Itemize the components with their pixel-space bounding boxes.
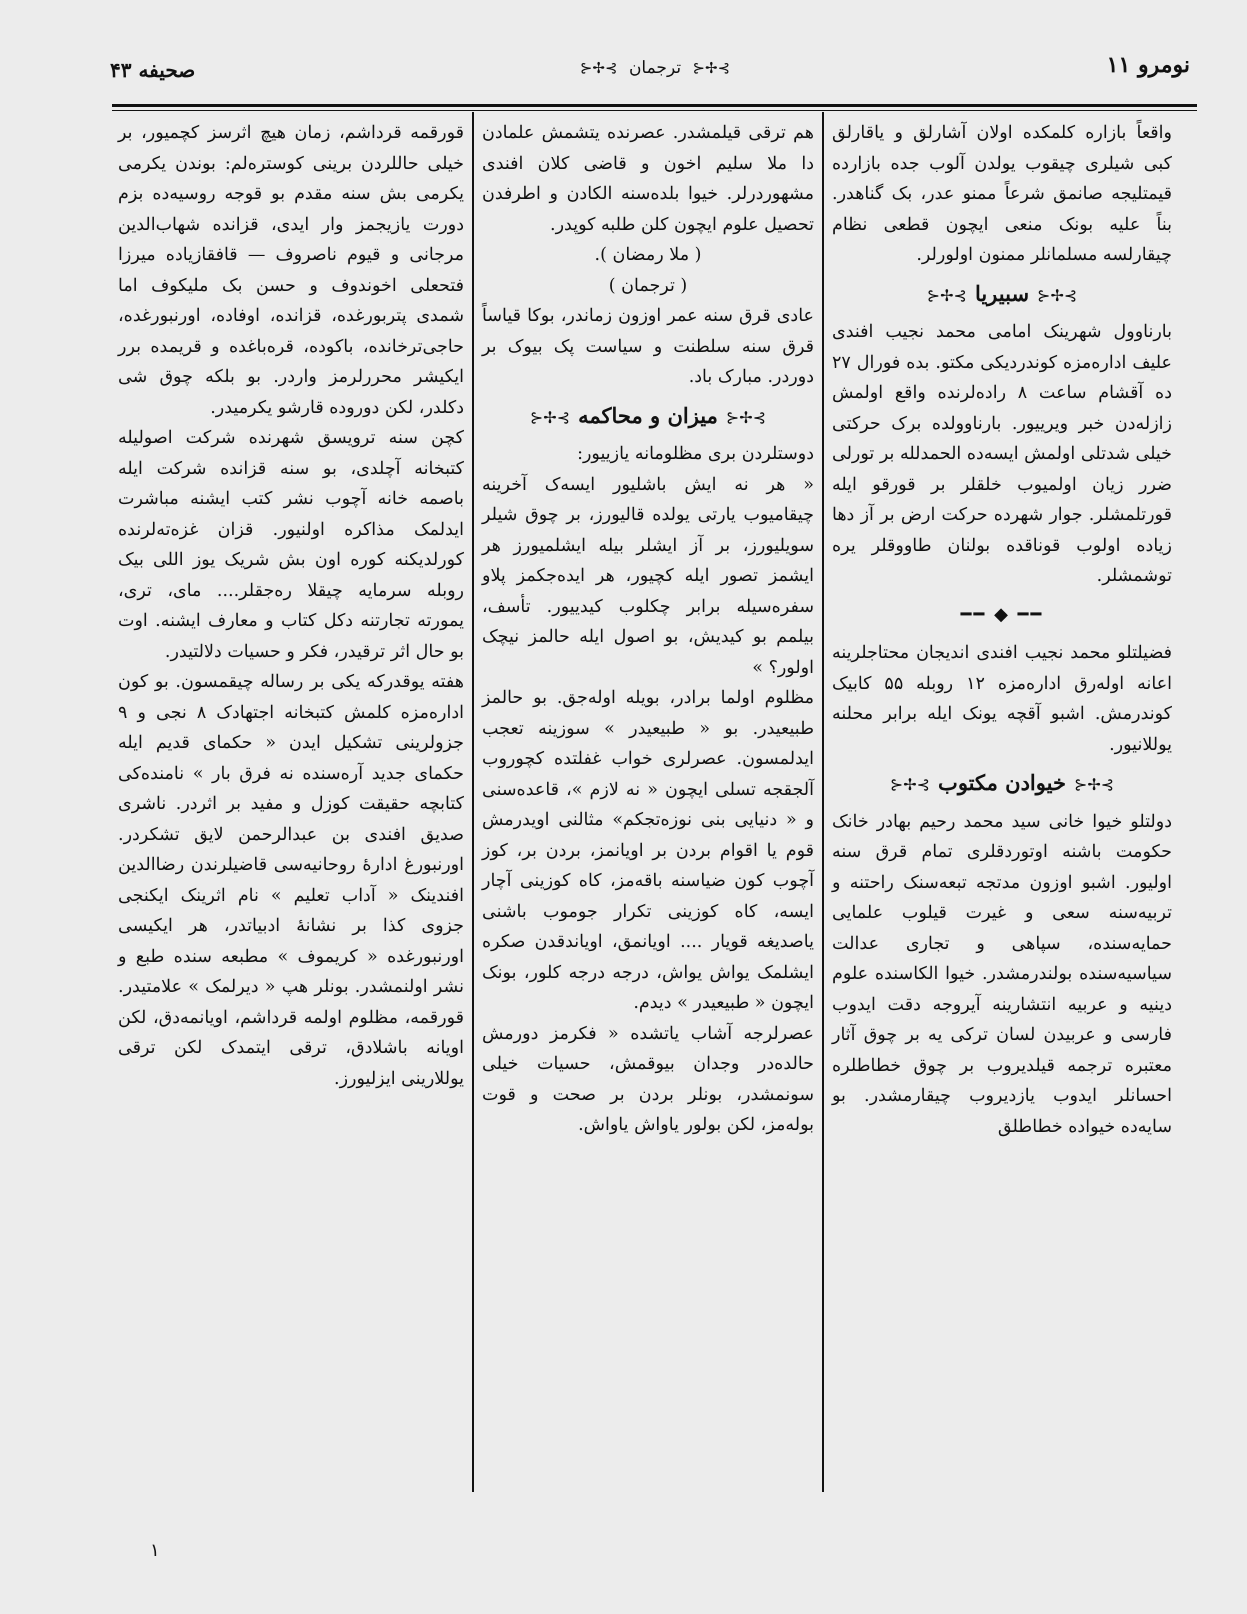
article-paragraph: فضیلتلو محمد نجیب افندی اندیجان محتاجلرینه اعانه اولەرق ادارەمزه ۱۲ روبله ۵۵ کابیک کوندرمش. اشبو آقچه یونک ایله برابر محلنه یوللانیور.	[832, 643, 1172, 755]
page-label: صحیفه ۴۳	[110, 58, 196, 82]
section-heading-khiva: ⊱✢⊰خیوادن مکتوب⊱✢⊰	[889, 770, 1115, 795]
ornament-icon: ⊱✢⊰	[579, 59, 618, 77]
article-paragraph: دولتلو خیوا خانی سید محمد رحیم بهادر خانک حکومت باشنه اوتوردقلری تمام قرق سنه اولیور. اشبو اوزون مدتجه تبعەسنک راحتنه و تربیەسنه سعی و غیرت قیلوب علمایی حمایەسنده، سپاهی و تجاری عدالت سیاسیەسنده بولندرمشدر. خیوا الکاسنده علوم دینیه و عربیه انتشارینه آیروجه دقت ایدوب فارسی و عربیدن لسان ترکی یه بر چوق آثار معتبره ترجمه قیلدیروب بر چوق خطاطلره احسانلر ایدوب یازدیروب چیقارمشدر. بو سایەده خیواده خطاطلق	[832, 811, 1172, 1137]
ornament-icon: ⊱✢⊰	[725, 407, 767, 427]
article-paragraph: قورقمه قرداشم، زمان هیچ اثرسز کچمیور، بر خیلی حاللردن برینی کوسترەلم: بوندن یکرمی یکرمی بش سنه مقدم بو قوجه روسیەده بزم دورت یازیجمز وار ایدی، قزانده شهاب‌الدین مرجانی و قیوم ناصروف — قافقازیاده میرزا فتحعلی اخوندوف و حسن بک ملیکوف اما شمدی پتربورغده، قزانده، اوفاده، اورنبورغده، حاجی‌ترخانده، باکوده، قرەباغده و قریمده برر ایکیشر محررلرمز واردر. بو بلکه چوق شی دکلدر، لکن دوروده قارشو یکرمیدر.	[118, 123, 464, 418]
column-divider	[822, 112, 824, 1492]
masthead-title	[100, 58, 1210, 78]
article-paragraph: عصرلرجه آشاب یاتشده « فکرمز دورمش حالدەدر وجدان بیوقمش، حسیات خیلی سونمشدر، بونلر بردن بر صحت و قوت بولەمز، لکن بولور یاواش یاواش.	[482, 1023, 814, 1135]
ornament-icon: ⊱✢⊰	[1073, 775, 1115, 794]
column-right	[832, 118, 1172, 1142]
article-paragraph: هفته یوقدرکه یکی بر رساله چیقمسون. بو کون ادارەمزه کلمش کتبخانە اجتهادک ۸ نجی و ۹ جزولرینی تشکیل ایدن « حکمای قدیم ایله حکمای جدید آرەسنده نه فرق بار » نامندەکی کتابچه حقیقت کوزل و مفید بر اثردر. ناشری صدیق افندی بن عبدالرحمن لایق تشکردر. اورنبورغ ادارۀ روحانیەسی قاضیلرندن رضا‌الدین افندینک « آداب تعلیم » نام اثرینک ایکنجی جزوی کذا بر نشانۀ ادبیاتدر، هر ایکیسی اورنبورغده « کریموف » مطبعه سنده طبع و نشر اولنمشدر. بونلر هپ « دیرلمک » علامتیدر. قورقمه، مظلوم اولمه قرداشم، اویانمەدق، لکن اویانه باشلادق، ترقی ایتمدک لکن ترقی یوللارینی ایزلیورز.	[118, 672, 464, 1089]
page-number: ۱	[150, 1540, 160, 1561]
ornament-icon: ⊱✢⊰	[889, 775, 931, 794]
article-paragraph: هم ترقی قیلمشدر. عصرنده یتشمش علمادن دا ملا سلیم اخون و قاضی کلان افندی مشهوردرلر. خیوا بلدەسنه الکادن و اطرفدن تحصیل علوم ایچون کلن طلبه کوپدر.	[482, 123, 814, 235]
signature: ( ترجمان )	[608, 275, 688, 296]
masthead	[100, 48, 1210, 98]
column-divider	[472, 112, 474, 1492]
masthead-rule-thin	[112, 110, 1197, 111]
issue-number: نومرو ۱۱	[1106, 52, 1190, 78]
column-middle	[482, 118, 814, 1141]
ornament-icon: ⊱✢⊰	[1037, 285, 1078, 305]
article-paragraph: واقعاً بازاره کلمکده اولان آشارلق و یاقارلق کبی شیلری چیقوب یولدن آلوب جده بازارده قیمتلیجه صانمق شرعاً ممنو عدر، بک گناهدر. بناً علیه بونک منعی ایچون قطعی نظام چیقارلسه مسلمانلر ممنون اولورلر.	[832, 123, 1172, 265]
masthead-rule	[112, 104, 1197, 107]
section-heading-mizan: ⊱✢⊰میزان و محاکمه⊱✢⊰	[529, 402, 767, 428]
section-heading-siberia: ⊱✢⊰سبیریا⊱✢⊰	[926, 280, 1078, 306]
article-paragraph: کچن سنه ترویسق شهرنده شرکت اصولیله کتبخانه آچلدی، بو سنه قزانده شرکت ایله باصمه خانه آچوب نشر کتب ایشنه مباشرت ایدلمک مذاکره اولنیور. قزان غزەتەلرنده کورلدیکنه کوره اون بش شریک یوز اللی بیک روبله سرمایه چیقلا رەجقلر.... مای، تری، یمورته تجارتنه دکل کتاب و معارف ایشنه. اوت بو حال اثر ترقیدر، فکر و حسیات دلالتیدر.	[118, 428, 464, 662]
signature: ( ملا رمضان ).	[594, 245, 702, 265]
column-left	[118, 118, 464, 1094]
ornament-icon: ⊱✢⊰	[926, 285, 967, 305]
ornament-icon: ⊱✢⊰	[529, 407, 571, 427]
article-paragraph: عادی قرق سنه عمر اوزون زماندر، بوکا قیاساً قرق سنه سلطنت و سیاست پک بیوک بر دوردر. مبارک باد.	[482, 306, 814, 387]
article-paragraph: « هر نه ایش باشلیور ایسەک آخرینه چیقامیوب یارتی یولده قالیورز، بر چوق شیلر سویلیورز، بر آز ایشلر بیله ایشلمیورز هر ایشمز تصور ایله کچیور، هر ایدەجکمز پلاو سفرەسیله برابر چکلوب کیدییور. تأسف، بیلمم بو کیدیش، بو اصول ایله حالمز نیچک اولور؟ »	[482, 474, 814, 678]
article-paragraph: دوستلردن بری مظلومانه یازییور:	[577, 444, 814, 464]
newspaper-title: ترجمان	[628, 58, 682, 78]
divider-ornament: ━━ ◆ ━━	[960, 603, 1044, 625]
article-paragraph: مظلوم اولما برادر، بویله اولەجق. بو حالمز طبیعیدر. بو « طبیعیدر » سوزینه تعجب ایدلمسون. عصرلری خواب غفلتده کچوروب آلجقجه تسلی ایچون « نه لازم »، قاعدەسنی و « دنیایی بنی نوزەتجکم» مثالنی اویدرمش قوم یا اقوام بردن بر اویانمز، بردن بر، کوز آچوب کون ضیاسنه باقەمز، کاه کوزینی آچار ایسه، کاه کوزینی تکرار جوموب باشنی یاصدیغه قویار .... اویانمق، اویاندقدن صکره ایشلمک یواش یواش، درجه درجه کلور، بونک ایچون « طبیعیدر » دیدم.	[482, 688, 814, 1013]
article-paragraph: بارناوول شهرینک امامی محمد نجیب افندی علیف ادارەمزه کوندردیکی مکتو. بده فورال ۲۷ ده آقشام ساعت ۸ رادەلرنده واقع اولمش زازلەدن خبر ویرییور. بارناوولده برک حرکتی خیلی شدتلی اولمش ایسەده الحمدلله بر تورلی ضرر زیان اولمیوب خلقلر بر قورقو ایله قورتلمشلر. جوار شهرده حرکت ارض بر آز دها زیاده اولوب قوناقده بولنان طاووقلر یره توشمشلر.	[832, 322, 1172, 586]
ornament-icon: ⊱✢⊰	[692, 59, 731, 77]
